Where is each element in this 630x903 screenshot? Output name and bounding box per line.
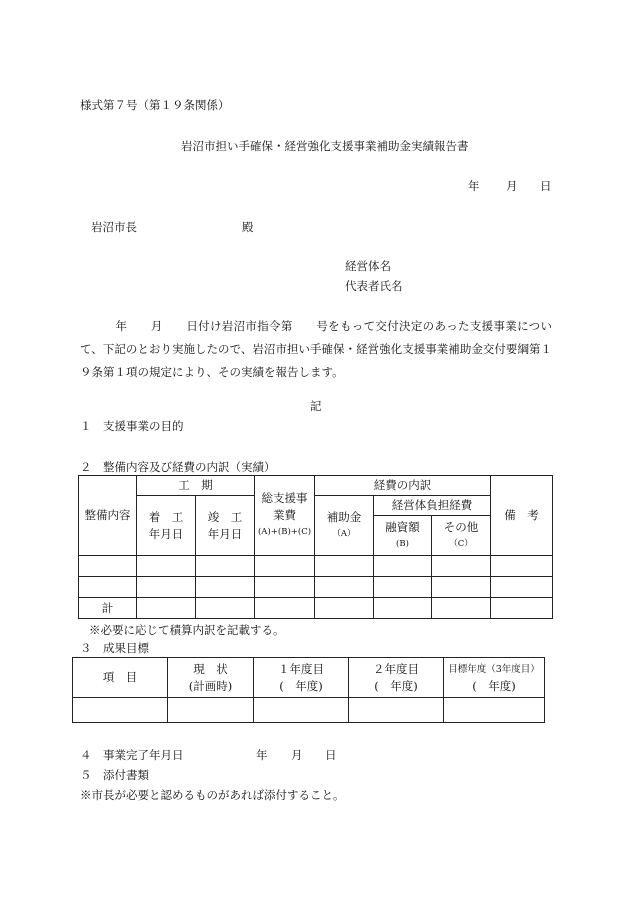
applicant-entity: 経営体名 (345, 259, 391, 273)
header-total: 総支援事 業費 (A)+(B)+(C) (255, 476, 315, 556)
header-start-date: 着 工 年月日 (137, 496, 196, 556)
completion-month: 月 (291, 748, 303, 762)
table-row (79, 556, 553, 577)
note-calculation: ※必要に応じて積算内訳を記載する。 (89, 623, 285, 637)
header-year1: １年度目 ( 年度) (254, 658, 349, 698)
header-target-year: 目標年度（3年度目） ( 年度) (444, 658, 545, 698)
form-number: 様式第７号（第１９条関係） (80, 98, 230, 112)
table-total-row: 計 (79, 598, 553, 619)
header-item: 項 目 (73, 658, 168, 698)
target-table (72, 657, 545, 723)
header-remarks: 備 考 (491, 476, 553, 556)
ki-marker: 記 (310, 399, 322, 413)
header-year2: ２年度目 ( 年度) (349, 658, 444, 698)
date-month: 月 (506, 179, 518, 193)
date-year: 年 (468, 179, 480, 193)
document-title: 岩沼市担い手確保・経営強化支援事業補助金実績報告書 (181, 139, 469, 153)
header-burden: 経営体負担経費 (374, 496, 491, 516)
applicant-representative: 代表者氏名 (345, 279, 403, 293)
header-subsidy: 補助金 （A） (315, 496, 374, 556)
addressee-honorific: 殿 (242, 220, 254, 234)
completion-year: 年 (256, 748, 268, 762)
expense-table (78, 475, 553, 619)
section2-heading: ２ 整備内容及び経費の内訳（実績） (80, 460, 276, 474)
section5-heading: ５ 添付書類 (80, 768, 149, 782)
header-content: 整備内容 (79, 476, 137, 556)
table-row (79, 577, 553, 598)
completion-day: 日 (325, 748, 337, 762)
section1-heading: １ 支援事業の目的 (80, 419, 184, 433)
header-other: その他 （C） (432, 516, 491, 556)
table-row (73, 698, 545, 723)
body-paragraph: 年 月 日付け岩沼市指令第 号をもって交付決定のあった支援事業について、下記のとおり実施したので、岩沼市担い手確保・経営強化支援事業補助金交付要綱第１９条第１項の規定により、その実績を報告します。 (80, 319, 552, 379)
addressee-name: 岩沼市長 (91, 220, 137, 234)
header-end-date: 竣 工 年月日 (196, 496, 255, 556)
section3-heading: ３ 成果目標 (80, 641, 149, 655)
header-loan: 融資額 (B) (374, 516, 432, 556)
section4-heading: ４ 事業完了年月日 (80, 748, 184, 762)
header-breakdown: 経費の内訳 (315, 476, 491, 496)
note-attachments: ※市長が必要と認めるものがあれば添付すること。 (80, 788, 345, 802)
header-current: 現 状 (計画時) (168, 658, 254, 698)
date-day: 日 (540, 179, 552, 193)
header-period: 工 期 (137, 476, 255, 496)
